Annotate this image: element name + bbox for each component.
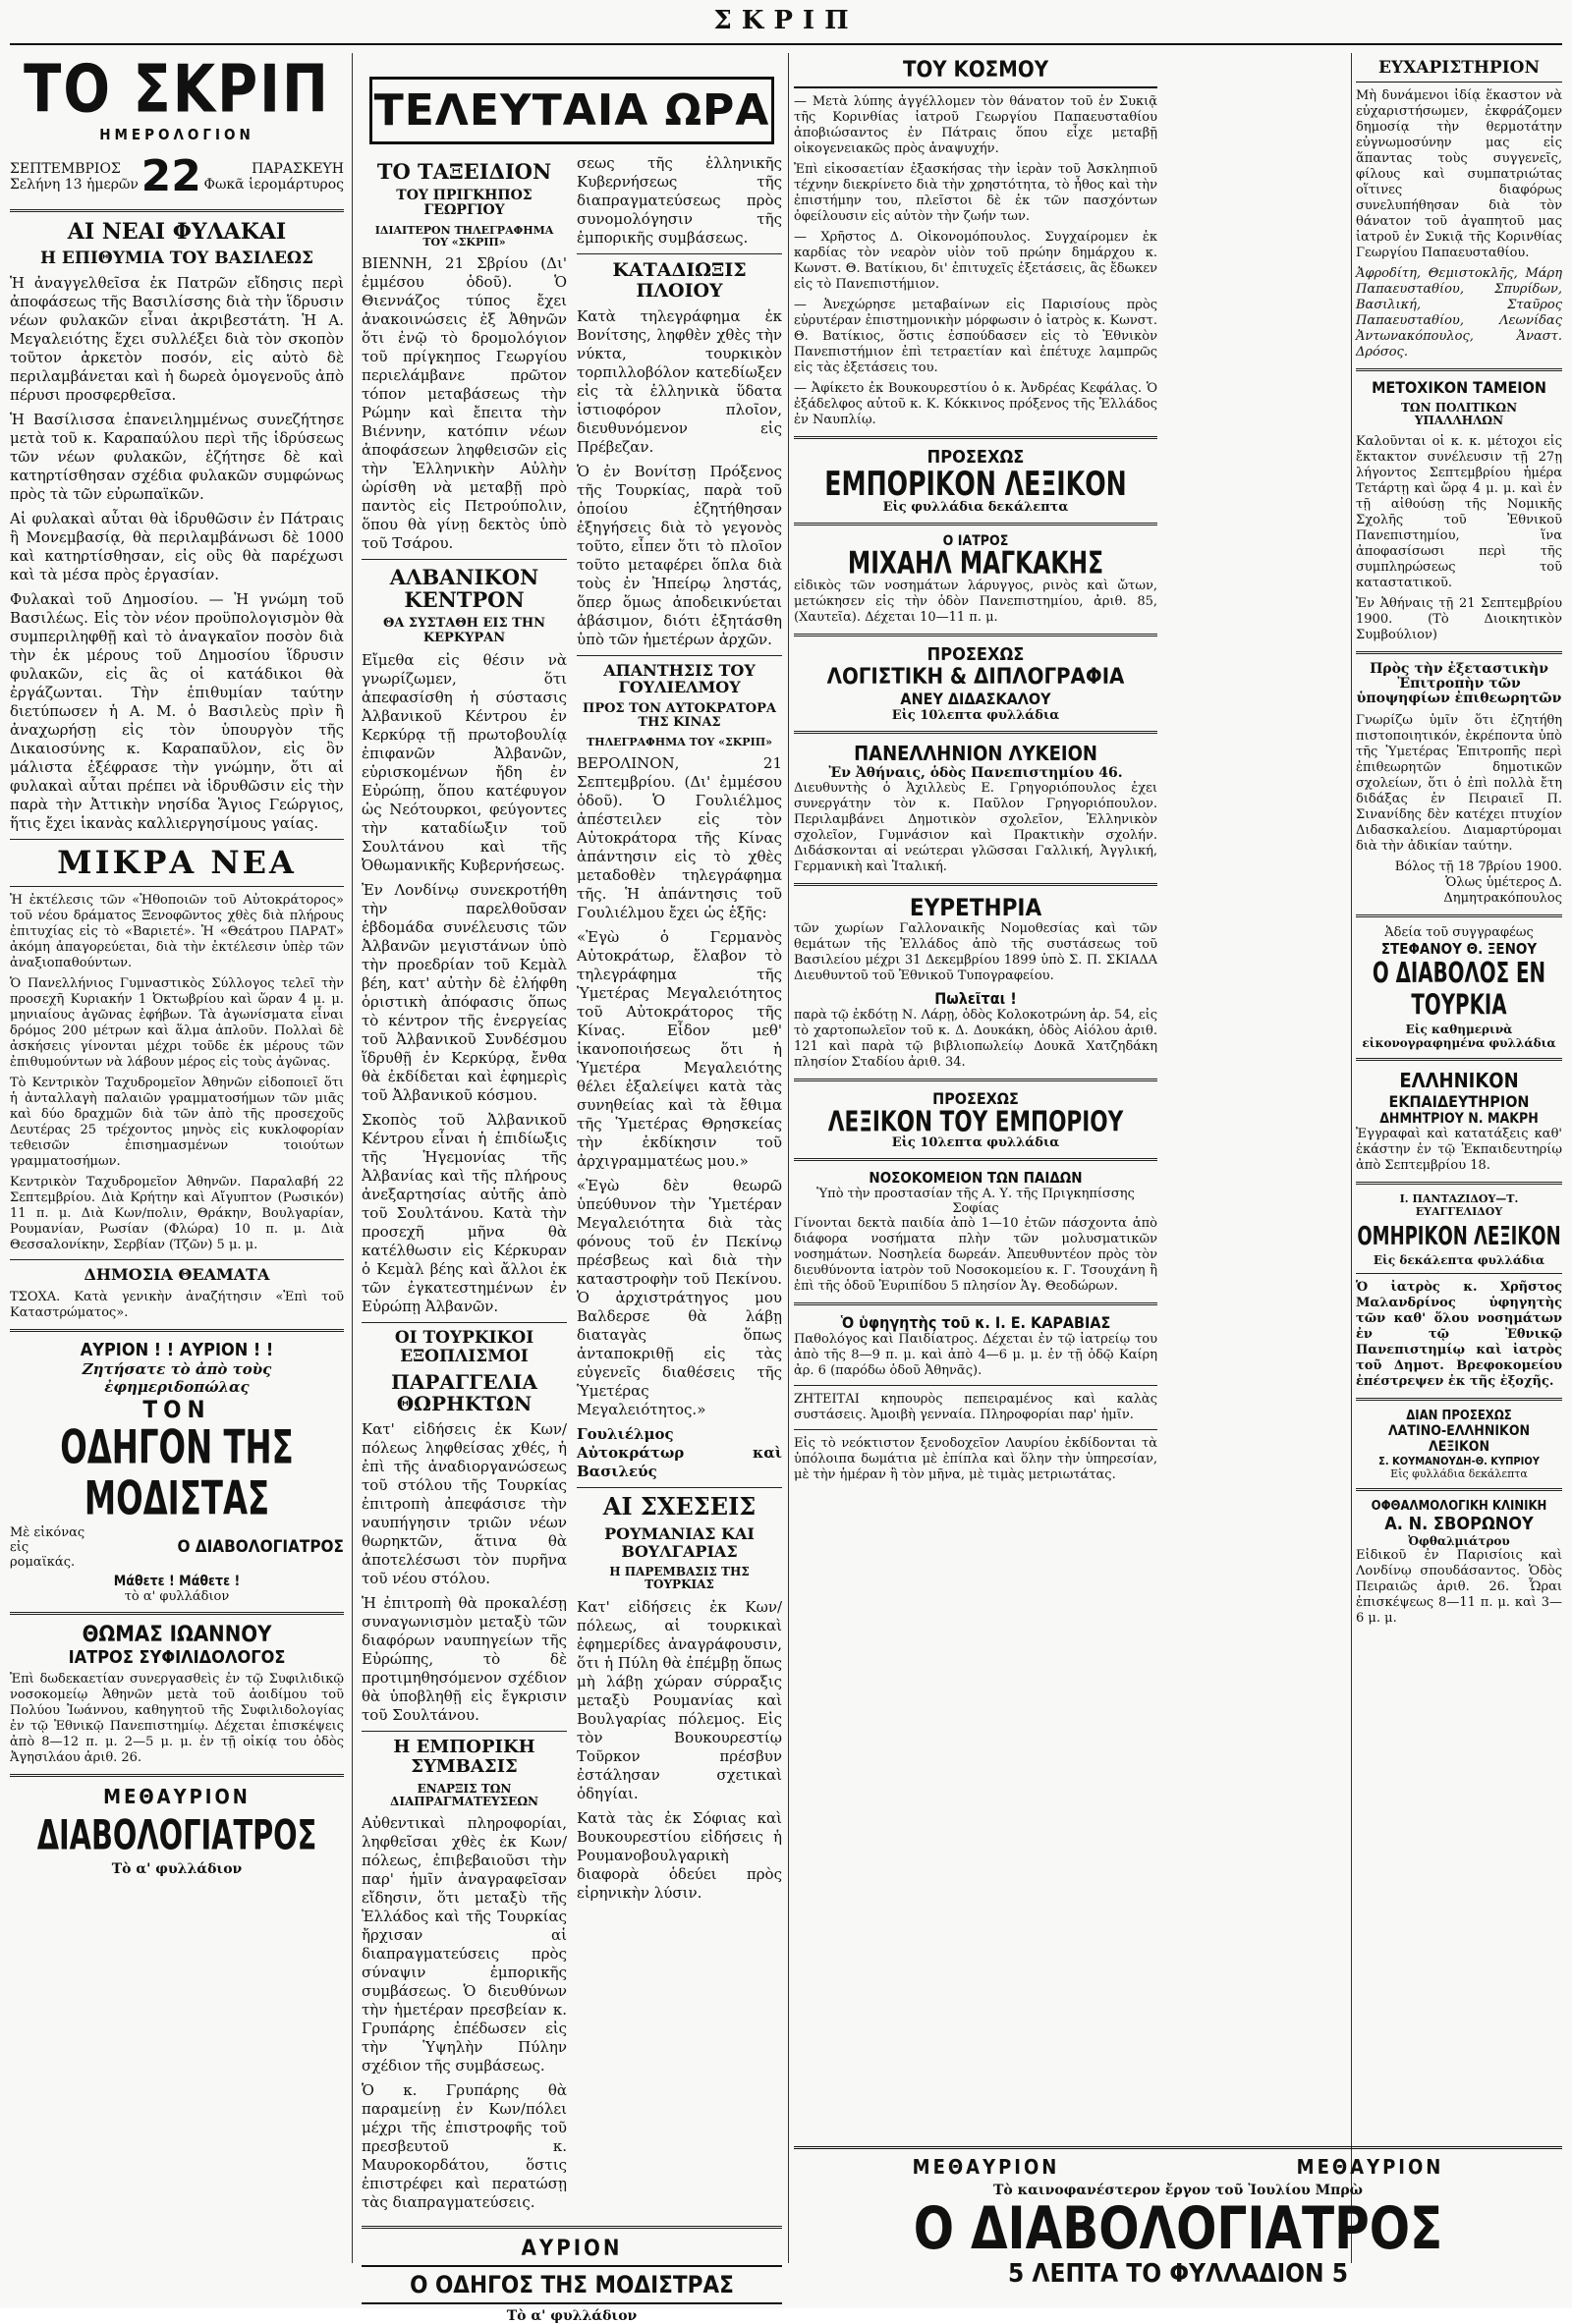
advertisement — [1356, 925, 1562, 1050]
ad-headline: ΟΜΗΡΙΚΟΝ ΛΕΞΙΚΟΝ — [1357, 1220, 1561, 1251]
ad-text: παρὰ τῷ ἐκδότῃ Ν. Λάρῃ, ὁδὸς Κολοκοτρώνη ἀρ. 54, εἰς τὸ χαρτοπωλεῖον τοῦ κ. Δ. Δουκάκη, ὁδὸς Αἰόλου ἀριθ. 121 καὶ παρὰ τῷ βιβλιοπωλείῳ Δουκᾶ Χατζηδάκη πλησίον Σταδίου ἀριθ. 34. — [794, 1008, 1157, 1071]
ad-headline: ΠΑΝΕΛΛΗΝΙΟΝ ΛΥΚΕΙΟΝ — [854, 742, 1097, 766]
ad-line: ΠΡΟΣΕΧΩΣ — [932, 1089, 1019, 1109]
article-title: ΚΑΤΑΔΙΩΞΙΣ ΠΛΟΙΟΥ — [612, 259, 747, 302]
divider — [794, 436, 1157, 439]
advertisement — [1356, 1069, 1562, 1174]
ad-line: Ὑπὸ τὴν προστασίαν τῆς Α. Υ. τῆς Πριγκηπίσσης Σοφίας — [816, 1187, 1135, 1217]
almanac-label: ΗΜΕΡΟΛΟΓΙΟΝ — [99, 126, 254, 143]
ad-line: Τὸ καινοφανέστερον ἔργον τοῦ Ἰουλίου Μπρὼ — [993, 2183, 1363, 2198]
section-title: ΤΟΥ ΚΟΣΜΟΥ — [794, 59, 1157, 88]
ad-headline: ΕΥΡΕΤΗΡΙΑ — [909, 894, 1042, 922]
ad-line: Ι. ΠΑΝΤΑΖΙΔΟΥ—Τ. ΕΥΑΓΓΕΛΙΔΟΥ — [1399, 1191, 1519, 1218]
divider — [1356, 1182, 1562, 1185]
article-paragraph: Ἡ ἐπιτροπὴ θὰ προκαλέσῃ συναγωνισμὸν μεταξὺ τῶν διαφόρων ναυπηγείων τῆς Εὐρώπης, τὸ δὲ προτιμηθησόμενον σχέδιον θὰ ὑποβληθῇ εἰς ἔγκρισιν τοῦ Σουλτάνου. — [362, 1594, 567, 1725]
ad-line: Εἰς 10λεπτα φυλλάδια — [891, 708, 1060, 724]
ad-text: Γίνονται δεκτὰ παιδία ἀπὸ 1—10 ἐτῶν πάσχοντα ἀπὸ διάφορα νοσήματα πλὴν τῶν μολυσματικῶν νοσημάτων. Νοσηλεία δωρεάν. Ἀπευθυντέον πρὸς τὸν διευθύνοντα ἰατρὸν τοῦ Νοσοκομείου κ. Γ. Τσουχάνη ἢ ἐπὶ τῆς ὁδοῦ Ἐυριπίδου 5 πλησίον Ἁγ. Θεοδώρων. — [794, 1216, 1157, 1295]
article-subtitle: ΙΔΙΑΙΤΕΡΟΝ ΤΗΛΕΓΡΑΦΗΜΑ ΤΟΥ «ΣΚΡΙΠ» — [374, 223, 554, 249]
column-2 — [362, 53, 782, 2324]
article-subtitle: ΠΑΡΑΓΓΕΛΙΑ ΘΩΡΗΚΤΩΝ — [391, 1370, 537, 1416]
advertisement — [10, 1623, 344, 1766]
article-paragraph: «Ἐγὼ ὁ Γερμανὸς Αὐτοκράτωρ, ἔλαβον τὸ τηλεγράφημα τῆς Ὑμετέρας Μεγαλειότητος τοῦ Αὐτοκράτορος τῆς Κίνας. Εἶδον μεθ' ἱκανοποιήσεως ὅτι ἡ Ὑμετέρα Μεγαλειότης θέλει ἐξαλείψει κατὰ τὰς συνηθείας καὶ τὰ ἔθιμα τῆς Ὑμετέρας Θρησκείας τὴν ἐκδίκησιν τοῦ ἀρχιγραμματέως μου.» — [577, 927, 782, 1170]
ad-headline: ΕΛΛΗΝΙΚΟΝ — [1399, 1068, 1519, 1092]
ad-line: ΜΕΘΑΥΡΙΟΝ — [1296, 2155, 1444, 2179]
article-paragraph: Κατὰ τηλεγράφημα ἐκ Βονίτσης, ληφθὲν χθὲς τὴν νύκτα, τουρκικὸν τορπιλλοβόλον κατεδίωξεν εἰς τὰ ἑλληνικὰ ὕδατα ἱστιοφόρον πλοῖον, διευθυνόμενον εἰς Πρέβεζαν. — [577, 306, 782, 456]
article-paragraph: Φυλακαὶ τοῦ Δημοσίου. — Ἡ γνώμη τοῦ Βασιλέως. Εἰς τὸν νέον προϋπολογισμὸν θὰ συμπεριληφθῇ καὶ τὸ ἀναγκαῖον ποσὸν διὰ τὴν ἐκ μέρους τοῦ Δημοσίου ἵδρυσιν φυλακῶν, εἰς ἃς οἱ κατάδικοι θὰ ἐργάζωνται. Τὴν ἐπιθυμίαν ταύτην διετύπωσεν ἡ Α. Μ. ὁ Βασιλεὺς πρὶν ἢ ἀναχωρήσῃ εἰς τὸν ὑπουργὸν τῆς Δικαιοσύνης κ. Καραπαῦλον, εἰς ὃν μάλιστα ἐξέφρασε τὴν γνώμην, ὅτι αἱ φυλακαὶ αὗται πρέπει νὰ ἱδρυθῶσιν εἰς τὴν παρὰ τὴν Ἀττικὴν νησίδα Ἅγιος Γεώργιος, ἥτις ἔχει ἱκανὰς καλλιεργησίμους γαίας. — [10, 589, 344, 832]
article-paragraph: Αἱ φυλακαὶ αὗται θὰ ἱδρυθῶσιν ἐν Πάτραις ἢ Μονεμβασίᾳ, θὰ περιλαμβάνωσι δὲ 1000 καὶ κατηρτίσθησαν, εἰς οὓς θὰ παρέχωσι καὶ τὰ μέσα πρὸς ἐργασίαν. — [10, 509, 344, 583]
ad-text: τῶν χωρίων Γαλλοναικῆς Νομοθεσίας καὶ τῶν θεμάτων τῆς Ἑλλάδος ἀπὸ τῆς συστάσεως τοῦ Βασιλείου μέχρι 31 Δεκεμβρίου 1899 ὑπὸ Σ. Π. ΣΚΙΑΔΑ Διευθυντοῦ τοῦ Ἐθνικοῦ Τυπογραφείου. — [794, 921, 1157, 984]
article-subtitle: ΤΟΥ ΠΡΙΓΚΗΠΟΣ ΓΕΩΡΓΙΟΥ — [396, 188, 533, 219]
classified-ad: ΖΗΤΕΙΤΑΙ κηπουρὸς πεπειραμένος καὶ καλὰς συστάσεις. Ἁμοιβὴ γενναία. Πληροφορίαι παρ' ἡμῖν. — [794, 1392, 1157, 1423]
ad-headline: ΛΟΓΙΣΤΙΚΗ & ΔΙΠΛΟΓΡΑΦΙΑ — [826, 665, 1125, 691]
article-subtitle: ΤΗΛΕΓΡΑΦΗΜΑ ΤΟΥ «ΣΚΡΙΠ» — [587, 735, 772, 748]
article-title: ΟΙ ΤΟΥΡΚΙΚΟΙ ΕΞΟΠΛΙΣΜΟΙ — [394, 1327, 534, 1366]
notice-signature: Ἀφροδίτη, Θεμιστοκλῆς, Μάρη Παπαευσταθίου, Σπυρίδων, Βασιλική, Σταῦρος Παπαευσταθίου, Λεωνίδας Ἀντωνακόπουλος, Ἀναστ. Δρόσος. — [1356, 265, 1562, 360]
divider — [1356, 914, 1562, 917]
advertisement — [362, 2237, 782, 2324]
ad-line: ΕΚΠΑΙΔΕΥΤΗΡΙΟΝ — [1388, 1091, 1530, 1111]
ad-line: ΑΥΡΙΟΝ ! ! ΑΥΡΙΟΝ ! ! — [80, 1339, 274, 1360]
ad-headline: ΕΜΠΟΡΙΚΟΝ ΛΕΞΙΚΟΝ — [824, 464, 1127, 504]
ad-line: Ο ΙΑΤΡΟΣ — [942, 533, 1009, 550]
classified-ad: Εἰς τὸ νεόκτιστον ξενοδοχεῖον Λαυρίου ἐκδίδονται τὰ ὑπόλοιπα δωμάτια μὲ ἐπίπλα καὶ ὅλην τὴν ὑπηρεσίαν, μὲ τὴν ἡμέραν ἢ τὸν μῆνα, μὲ τιμὰς μετριωτάτας. — [794, 1436, 1157, 1483]
notice-paragraph: Γνωρίζω ὑμῖν ὅτι ἐζητήθη πιστοποιητικόν, ἐκρέποντα ὑπὸ τῆς Ὑμετέρας Ἐπιτροπῆς περὶ ἐπιθεωρητῶν δημοτικῶν σχολείων, ὅτι ὁ ἐπὶ πολλὰ ἔτη διδάξας ἐν Πειραιεῖ Π. Σινανίδης δὲν κατέχει πτυχίον Διδασκαλείου. Διαμαρτύρομαι διὰ τὴν ἀδικίαν ταύτην. — [1356, 712, 1562, 854]
section-title: ΔΗΜΟΣΙΑ ΘΕΑΜΑΤΑ — [84, 1265, 270, 1285]
section-title: ΕΥΧΑΡΙΣΤΗΡΙΟΝ — [1356, 59, 1562, 83]
ad-line: Τὸ α' φυλλάδιον — [111, 1860, 243, 1877]
advertisement — [794, 1089, 1157, 1150]
ad-line: Μὲ εἰκόνας εἰς ρομαϊκάς. — [10, 1524, 85, 1570]
advertisement — [1356, 1192, 1562, 1267]
news-item: — Χρῆστος Δ. Οἰκονομόπουλος. Συγχαίρομεν ἐκ καρδίας τὸν νεαρὸν υἱὸν τοῦ πρώην δημάρχου κ. Κωνστ. Θ. Βατίκιου, δι' ἐπιτυχεῖς ἐξετάσεις, ἃς ἔδωκεν εἰς τὸ Πανεπιστήμιον. — [794, 230, 1157, 293]
article-paragraph: Κατ' εἰδήσεις ἐκ Κων/πόλεως, αἱ τουρκικαὶ ἐφημερίδες ἀναγράφουσιν, ὅτι ἡ Πύλη θὰ ἐπέμβῃ ὅπως μὴ λάβῃ χώραν σύρραξις μεταξὺ Ρουμανίας καὶ Βουλγαρίας πόλεμος. Εἰς τὸν Βουκουρεστίῳ Τοῦρκον πρέσβυν ἐστάλησαν σχετικαὶ ὁδηγίαι. — [577, 1597, 782, 1802]
ad-line: Μάθετε ! Μάθετε ! — [113, 1573, 241, 1589]
moon-phase: Σελήνη 13 ἡμερῶν — [10, 176, 139, 193]
ad-headline: Ο ΟΔΗΓΟΣ ΤΗΣ ΜΟΔΙΣΤΡΑΣ — [362, 2265, 782, 2304]
ad-headline: ΟΦΘΑΛΜΟΛΟΓΙΚΗ ΚΛΙΝΙΚΗ — [1371, 1498, 1547, 1514]
divider — [577, 1487, 782, 1488]
divider — [794, 731, 1157, 734]
divider — [577, 655, 782, 656]
ad-line: Ζητήσατε τὸ ἀπὸ τοὺς ἐφημεριδοπώλας — [82, 1359, 272, 1396]
article-title: Η ΕΜΠΟΡΙΚΗ ΣΥΜΒΑΣΙΣ — [393, 1737, 535, 1778]
article-paragraph: Κατ' εἰδήσεις ἐκ Κων/πόλεως ληφθείσας χθές, ἡ ἐπὶ τῆς ἀναδιοργανώσεως τοῦ στόλου τῆς Τουρκίας ἐπιτροπὴ ἀπεφάσισε τὴν ναυπήγησιν τριῶν νέων θωρηκτῶν, ἅτινα θὰ ἀποτελέσωσι τὸν πυρῆνα τοῦ νέου στόλου. — [362, 1420, 567, 1588]
ad-headline: ΛΑΤΙΝΟ-ΕΛΛΗΝΙΚΟΝ ΛΕΞΙΚΟΝ — [1387, 1422, 1531, 1455]
ad-headline: ΝΟΣΟΚΟΜΕΙΟΝ ΤΩΝ ΠΑΙΔΩΝ — [869, 1169, 1083, 1188]
article-paragraph: Ὁ ἐν Βονίτσῃ Πρόξενος τῆς Τουρκίας, παρὰ τοῦ ὁποίου ἐζητήθησαν ἐξηγήσεις διὰ τὸ γεγονὸς τοῦτο, εἶπεν ὅτι τὸ πλοῖον τοῦτο μεταφέρει ὅπλα διὰ τοὺς ἐν Ἠπείρῳ ληστάς, ὅπερ ὅμως ἀποδεικνύεται ἀβάσιμον, διότι ἐξητάσθη ὑπὸ τῶν ἡμετέρων ἀρχῶν. — [577, 462, 782, 648]
ad-line: ΤΟΝ — [142, 1395, 211, 1423]
ad-line: Ὀφθαλμιάτρου — [1408, 1533, 1510, 1548]
running-header: ΣΚΡΙΠ — [713, 6, 859, 35]
notice-paragraph: Ὁ ἰατρὸς κ. Χρῆστος Μαλανδρίνος ὑφηγητὴς τῶν καθ' ὅλου νοσημάτων ἐν τῷ Ἐθνικῷ Πανεπιστημίῳ καὶ ἰατρὸς τοῦ Δημοτ. Βρεφοκομείου ἐπέστρεψεν ἐκ τῆς ἐξοχῆς. — [1356, 1279, 1562, 1389]
divider — [1356, 1488, 1562, 1491]
divider — [1356, 1273, 1562, 1274]
divider — [10, 1259, 344, 1260]
ad-headline: ΛΕΞΙΚΟΝ ΤΟΥ ΕΜΠΟΡΙΟΥ — [827, 1105, 1124, 1138]
article-title: ΑΙ ΝΕΑΙ ΦΥΛΑΚΑΙ — [67, 219, 287, 245]
ad-line: Σ. ΚΟΥΜΑΝΟΥΔΗ-Θ. ΚΥΠΡΙΟΥ — [1378, 1454, 1540, 1467]
article-paragraph: Αὐθεντικαὶ πληροφορίαι, ληφθεῖσαι χθὲς ἐκ Κων/πόλεως, ἐπιβεβαιοῦσι τὴν παρ' ἡμῖν ἀναγραφεῖσαν εἴδησιν, ὅτι μεταξὺ τῆς Ἑλλάδος καὶ τῆς Τουρκίας ἤρχισαν αἱ διαπραγματεύσεις πρὸς σύναψιν ἐμπορικῆς συμβάσεως. Ὁ διευθύνων τὴν ἡμετέραν πρεσβείαν κ. Γρυπάρης ἐπέδωσεν εἰς τὴν Ὑψηλὴν Πύλην σχέδιον τῆς συμβάσεως. — [362, 1814, 567, 2075]
ad-text: Εἰδικοῦ ἐν Παρισίοις καὶ Λονδίνῳ σπουδάσαντος. Ὁδὸς Πειραιῶς ἀριθ. 26. Ὧραι ἐπισκέψεως 8—11 π. μ. καὶ 3—6 μ. μ. — [1356, 1547, 1562, 1626]
article-title: ΑΛΒΑΝΙΚΟΝ ΚΕΝΤΡΟΝ — [389, 565, 539, 613]
article-paragraph: «Ἐγὼ δὲν θεωρῶ ὑπεύθυνον τὴν Ὑμετέραν Μεγαλειότητα διὰ τὰς φόνους τοῦ ἐν Πεκίνῳ πρέσβεως καὶ διὰ τὴν καταστροφὴν τοῦ Πεκίνου. Ὁ ἀρχιστράτηγος μου Βαλδερσε θὰ λάβῃ διαταγὰς ὅπως ἀνταποκριθῇ εἰς τὰς εὐγενεῖς διαθέσεις τῆς Ὑμετέρας Μεγαλειότητος.» — [577, 1176, 782, 1418]
ad-headline: ΘΩΜΑΣ ΙΩΑΝΝΟΥ — [82, 1622, 272, 1647]
ad-line: Ἐν Ἀθήναις, ὁδὸς Πανεπιστημίου 46. — [828, 765, 1123, 782]
ad-text: Ἐπὶ δωδεκαετίαν συνεργασθεὶς ἐν τῷ Συφιλιδικῷ νοσοκομείῳ Ἀθηνῶν μετὰ τοῦ ἀοιδίμου τοῦ Πολύου Ἰωάννου, καθηγητοῦ τῆς Συφιλιδολογίας ἐν τῷ Ἐθνικῷ Πανεπιστημίῳ. Δέχεται ἐπισκέψεις ἀπὸ 8—12 π. μ. 2—5 μ. μ. ἐν τῇ οἰκίᾳ του ὁδὸς Ἀγησιλάου ἀριθ. 26. — [10, 1671, 344, 1765]
article-subtitle: Η ΠΑΡΕΜΒΑΣΙΣ ΤΗΣ ΤΟΥΡΚΙΑΣ — [609, 1565, 750, 1592]
ad-line: τὸ α' φυλλάδιον — [124, 1588, 230, 1604]
ad-headline: Ο ΔΙΑΒΟΛΟΣ ΕΝ ΤΟΥΡΚΙΑ — [1372, 958, 1546, 1023]
article-subtitle: Η ΕΠΙΘΥΜΙΑ ΤΟΥ ΒΑΣΙΛΕΩΣ — [39, 249, 314, 269]
divider — [1356, 368, 1562, 371]
divider — [362, 2226, 782, 2229]
ad-line: ΣΤΕΦΑΝΟΥ Θ. ΞΕΝΟΥ — [1380, 939, 1538, 958]
ad-line: 5 ΛΕΠΤΑ ΤΟ ΦΥΛΛΑΔΙΟΝ 5 — [1007, 2259, 1349, 2289]
ad-text: Διευθυντὴς ὁ Ἀχιλλεὺς Ε. Γρηγοριόπουλος ἐχει συνεργάτην τὸν κ. Παῦλον Γρηγοριόπουλον. Περιλαμβάνει Δημοτικὸν σχολεῖον, Ἑλληνικὸν σχολεῖον, Γυμνάσιον καὶ Πρακτικὴν σχολήν. Διδάσκονται αἱ νεώτεραι γλῶσσαι Γαλλική, Ἀγγλική, Γερμανικὴ καὶ Ἰταλική. — [794, 781, 1157, 875]
ad-text: Ἐγγραφαὶ καὶ κατατάξεις καθ' ἑκάστην ἐν τῷ Ἐκπαιδευτηρίῳ ἀπὸ Σεπτεμβρίου 18. — [1356, 1126, 1562, 1173]
ad-line: Α. Ν. ΣΒΟΡΩΝΟΥ — [1384, 1513, 1534, 1534]
advertisement — [10, 1785, 344, 1877]
ad-line: ΠΡΟΣΕΧΩΣ — [926, 644, 1025, 666]
ad-line: Ἀδεία τοῦ συγγραφέως — [1384, 924, 1534, 940]
ad-headline: ΜΙΧΑΗΛ ΜΑΓΚΑΚΗΣ — [847, 546, 1104, 582]
divider — [1356, 1398, 1562, 1401]
divider — [10, 1774, 344, 1777]
article-subtitle: ΡΟΥΜΑΝΙΑΣ ΚΑΙ ΒΟΥΛΓΑΡΙΑΣ — [604, 1524, 755, 1561]
latest-news-banner: ΤΕΛΕΥΤΑΙΑ ΩΡΑ — [369, 77, 774, 144]
ad-line: Εἰς φυλλάδια δεκάλεπτα — [882, 500, 1069, 516]
article-paragraph: Ἡ ἀναγγελθεῖσα ἐκ Πατρῶν εἴδησις περὶ ἀποφάσεως τῆς Βασιλίσσης διὰ τὴν ἵδρυσιν νέων φυλακῶν εἶναι ἀκριβεστάτη. Ἡ Α. Μεγαλειότης ἔχει συλλέξει διὰ τὸν σκοπὸν τοῦτον ἀρκετὸν ποσόν, εἰς αὐτὸ δὲ περιλαμβάνεται καὶ ἡ δωρεὰ ὁμογενοῦς ἀπὸ πέρυσι προσφερθεῖσα. — [10, 273, 344, 404]
ad-headline: ΟΔΗΓΟΝ ΤΗΣ ΜΟΔΙΣΤΑΣ — [60, 1421, 294, 1525]
ad-line: Εἰς 10λεπτα φυλλάδια — [891, 1135, 1060, 1151]
column-5 — [1164, 53, 1562, 1632]
ad-line: ΔΙΑΝ ΠΡΟΣΕΧΩΣ — [1406, 1408, 1512, 1423]
divider — [1356, 651, 1562, 654]
advertisement — [794, 1169, 1157, 1295]
article-paragraph: Ὁ κ. Γρυπάρης θὰ παραμείνῃ ἐν Κων/πόλει μέχρι τῆς ἐπιστροφῆς τοῦ πρεσβευτοῦ κ. Μαυροκορδάτου, ὅστις ἐπιστρέφει καὶ περατώσῃ τὰς διαπραγματεύσεις. — [362, 2081, 567, 2212]
article-paragraph: Σκοπὸς τοῦ Ἀλβανικοῦ Κέντρου εἶναι ἡ ἐπιδίωξις τῆς Ἡγεμονίας τῆς Ἀλβανίας καὶ τῆς πλήρους ἀνεξαρτησίας αὐτῆς ἀπὸ τοῦ Σουλτάνου. Κατὰ τὴν προσεχῆ μῆνα θὰ κατέλθωσιν εἰς Κέρκυραν ὁ Κεμὰλ βέης καὶ ἄλλοι ἐκ τῶν ἐγκατεστημένων ἐν Εὐρώπῃ Ἀλβανῶν. — [362, 1110, 567, 1315]
article-subtitle: ΕΝΑΡΞΙΣ ΤΩΝ ΔΙΑΠΡΑΓΜΑΤΕΥΣΕΩΝ — [390, 1781, 538, 1808]
news-item: — Μετὰ λύπης ἀγγέλλομεν τὸν θάνατον τοῦ ἐν Συκιᾷ τῆς Κορινθίας ἰατροῦ Γεωργίου Παπαευσταθίου ἀποβιώσαντος ἐν Πάτραις ὅπου εἶχε μεταβῇ οἰκογενειακῶς πρὸς ἀναψυχήν. — [794, 94, 1157, 157]
ad-line: Εἰς καθημερινὰ εἰκονογραφημένα φυλλάδια — [1362, 1022, 1556, 1050]
article-title: ΤΟ ΤΑΞΕΙΔΙΟΝ — [376, 159, 552, 184]
advertisement — [794, 447, 1157, 515]
article-subtitle: ΘΑ ΣΥΣΤΑΘΗ ΕΙΣ ΤΗΝ ΚΕΡΚΥΡΑΝ — [382, 616, 546, 645]
section-title: Πρὸς τὴν ἐξεταστικὴν Ἐπιτροπὴν τῶν ὑποψηφίων ἐπιθεωρητῶν — [1356, 660, 1562, 707]
advertisement — [794, 1313, 1157, 1379]
divider — [794, 1079, 1157, 1081]
divider — [10, 209, 344, 212]
divider — [794, 1158, 1157, 1161]
advertisement — [794, 894, 1157, 1071]
news-item: Τὸ Κεντρικὸν Ταχυδρομεῖον Ἀθηνῶν εἰδοποιεῖ ὅτι ἡ ἀνταλλαγὴ παλαιῶν γραμματοσήμων τῶν μιᾶς καὶ δύο δραχμῶν διὰ τῶν ἀπὸ τῆς προσεχοῦς Δευτέρας 25 τρέχοντος μηνὸς εἰς κυκλοφορίαν τεθεισῶν ἐπισημασμένων τοιούτων γραμματοσήμων. — [10, 1076, 344, 1170]
advertisement — [1356, 1409, 1562, 1480]
article-paragraph: σεως τῆς ἑλληνικῆς Κυβερνήσεως τῆς διαπραγματεύσεως πρὸς συνομολόγησιν τῆς ἐμπορικῆς συμβάσεως. — [577, 154, 782, 247]
notice-signature: Ἐν Ἀθήναις τῇ 21 Σεπτεμβρίου 1900. (Τὸ Διοικητικὸν Συμβούλιον) — [1356, 595, 1562, 642]
ad-line: Πωλεῖται ! — [934, 989, 1017, 1009]
ad-line: Εἰς δεκάλεπτα φυλλάδια — [1373, 1252, 1545, 1267]
column-rule — [788, 53, 789, 2263]
article-signature: Γουλιέλμος Αὐτοκράτωρ καὶ Βασιλεύς — [577, 1424, 782, 1480]
notice-paragraph: Καλοῦνται οἱ κ. κ. μέτοχοι εἰς ἔκτακτον συνέλευσιν τῇ 27ῃ λήγοντος Σεπτεμβρίου ἡμέρα Τετάρτῃ καὶ ὥρᾳ 4 μ. μ. καὶ ἐν τῇ αἰθούσῃ τῆς Νομικῆς Σχολῆς τοῦ Ἐθνικοῦ Πανεπιστημίου, ἵνα ἀποφασίσωσι περὶ τῆς συμπληρώσεως τοῦ καταστατικοῦ. — [1356, 433, 1562, 590]
divider — [794, 1429, 1157, 1430]
advertisement — [794, 742, 1157, 875]
advertisement — [794, 644, 1157, 723]
article-paragraph: Ἐν Λονδίνῳ συνεκροτήθη τὴν παρελθοῦσαν ἑβδομάδα συνέλευσις τῶν Ἀλβανῶν μεγιστάνων ὑπὸ τὴν προεδρίαν τοῦ Κεμὰλ βέη, κατ' αὐτὴν δὲ ἐλήφθη ὁριστικὴ ἀπόφασις ὅπως τὸ κέντρον τῆς ἐνεργείας τοῦ Ἀλβανικοῦ Συνδέσμου ἵδρυθῇ ἐν Κερκύρᾳ, ἔνθα θὰ ἐκδίδεται καὶ ἐφημερὶς τοῦ Ἀλβανικοῦ κόσμου. — [362, 880, 567, 1104]
ad-line: Ο ΔΙΑΒΟΛΟΓΙΑΤΡΟΣ — [177, 1537, 344, 1558]
article-paragraph: ΒΙΕΝΝΗ, 21 Σβρίου (Δι' ἐμμέσου ὁδοῦ). Ὁ Θιεννάζος τύπος ἔχει ἀνακοινώσεις ἐξ Ἀθηνῶν ὅτι ἐνῷ τὸ δρομολόγιον τοῦ πρίγκηπος Γεωργίου περιελάμβανε πρῶτον τόπον μεταβάσεως τὴν Ρώμην καὶ ἔπειτα τὴν Βιέννην, κατόπιν νέων ἀποφάσεων ληφθεισῶν εἰς τὴν Ἑλληνικὴν Αὐλὴν ὡρίσθη νὰ μεταβῇ πρὸ παντὸς εἰς Πετρούπολιν, ὅπου θὰ γίνῃ δεκτὸς ὑπὸ τοῦ Τσάρου. — [362, 254, 567, 553]
bottom-advertisement — [794, 2146, 1562, 2289]
news-item: — Ἀνεχώρησε μεταβαίνων εἰς Παρισίους πρὸς εὐρυτέραν ἐπιστημονικὴν μόρφωσιν ὁ ἰατρὸς κ. Κωνστ. Θ. Βατίκιος, ὅστις ἐσπούδασεν εἰς τὸ Ἐθνικὸν Πανεπιστήμιον ἐπὶ τετραετίαν καὶ ἐπέτυχε λαμπρῶς εἰς τὰς ἐξετάσεις του. — [794, 298, 1157, 376]
divider — [794, 883, 1157, 886]
news-item: Κεντρικὸν Ταχυδρομεῖον Ἀθηνῶν. Παραλαβή 22 Σεπτεμβρίου. Διὰ Κρήτην καὶ Αἴγυπτον (Ρωσικόν) 11 π. μ. Διὰ Κων/πολιν, Θράκην, Βουλγαρίαν, Ρουμανίαν, Ρωσίαν (Φλώρα) 10 π. μ. Διὰ Θεσσαλονίκην, Σερβίαν (Τζῶν) 5 μ. μ. — [10, 1175, 344, 1253]
masthead: ΤΟ ΣΚΡΙΠ — [24, 53, 330, 129]
ad-line: ΠΡΟΣΕΧΩΣ — [926, 447, 1025, 469]
subcolumn-society — [794, 53, 1157, 1488]
header-rule — [10, 43, 1562, 45]
news-item: — Ἀφίκετο ἐκ Βουκουρεστίου ὁ κ. Ἀνδρέας Κεφάλας. Ὁ ἐξάδελφος αὐτοῦ κ. Κ. Κόκκινος πρόξενος τῆς Ἑλλάδος ἐν Ναυπλίῳ. — [794, 381, 1157, 428]
divider — [10, 886, 344, 887]
news-item: Ἡ ἐκτέλεσις τῶν «Ἠθοποιῶν τοῦ Αὐτοκράτορος» τοῦ νέου δράματος Ξενοφῶντος χθὲς διὰ πλήρους ἐπιτυχίας εἰς τὸ «Βαριετέ». Ἡ «Θεάτρου ΠΑΡΑΤ» ἀκόμη ἀπαγορεύεται, διὰ τὴν ἐκτέλεσιν ὑπὲρ τῶν ἀναξιοπαθούντων. — [10, 893, 344, 971]
ad-line: ΑΝΕΥ ΔΙΔΑΣΚΑΛΟΥ — [900, 690, 1051, 709]
advertisement — [794, 533, 1157, 626]
divider — [10, 1612, 344, 1615]
divider — [1356, 1058, 1562, 1061]
section-title: ΜΙΚΡΑ ΝΕΑ — [57, 843, 297, 881]
article-title: ΑΠΑΝΤΗΣΙΣ ΤΟΥ ΓΟΥΛΙΕΛΜΟΥ — [603, 660, 756, 697]
ad-headline: Ὁ ὑφηγητὴς τοῦ κ. Ι. Ε. ΚΑΡΑΒΙΑΣ — [840, 1313, 1111, 1333]
divider — [794, 634, 1157, 636]
date-weekday: ΠΑΡΑΣΚΕΥΗ — [252, 160, 344, 177]
saint-of-day: Φωκᾶ ἱερομάρτυρος — [203, 176, 344, 193]
divider — [10, 1329, 344, 1332]
advertisement — [10, 1340, 344, 1604]
notice-paragraph: Μὴ δυνάμενοι ἰδίᾳ ἕκαστον νὰ εὐχαριστήσωμεν, ἐκφράζομεν δημοσίᾳ τὴν θερμοτάτην εὐγνωμοσύνην μας εἰς ἅπαντας τοὺς συγγενεῖς, φίλους καὶ συμπατριώτας οἵτινες διαφόρως συνελυπήθησαν διὰ τὸν θάνατον τοῦ ἀγαπητοῦ μας ἰατροῦ ἐν Συκιᾷ τῆς Κορινθίας Γεωργίου Παπαευσταθίου. — [1356, 87, 1562, 260]
news-item: ΤΣΟΧΑ. Κατὰ γενικὴν ἀναζήτησιν «Ἐπὶ τοῦ Καταστρώματος». — [10, 1289, 344, 1320]
ad-text: Παθολόγος καὶ Παιδίατρος. Δέχεται ἐν τῷ ἰατρείῳ του ἀπὸ τῆς 8—9 π. μ. καὶ ἀπὸ 4—6 μ. μ. ἐν τῇ ὁδῷ Καίρη ἀρ. 6 (παρόδω ὁδοῦ Ἀθηνᾶς). — [794, 1332, 1157, 1379]
ad-headline: ΔΙΑΒΟΛΟΓΙΑΤΡΟΣ — [36, 1809, 317, 1859]
article-title: ΑΙ ΣΧΕΣΕΙΣ — [602, 1491, 757, 1521]
date-day: 22 — [140, 151, 201, 201]
subcolumn-left — [362, 154, 567, 2218]
notice-signature: Βόλος τῇ 18 7βρίου 1900. Ὁλως ὑμέτερος Δ. Δημητρακόπουλος — [1394, 858, 1562, 906]
article-subtitle: ΠΡΟΣ ΤΟΝ ΑΥΤΟΚΡΑΤΟΡΑ ΤΗΣ ΚΙΝΑΣ — [583, 700, 776, 731]
ad-line: ΜΕΘΑΥΡΙΟΝ — [912, 2155, 1060, 2179]
ad-line: ΙΑΤΡΟΣ ΣΥΦΙΛΙΔΟΛΟΓΟΣ — [68, 1646, 286, 1668]
ad-text: εἰδικὸς τῶν νοσημάτων λάρυγγος, ρινὸς καὶ ὤτων, μετώκησεν εἰς τὴν ὁδὸν Πανεπιστημίου, ἀριθ. 85, (Χαυτεῖα). Δέχεται 10—11 π. μ. — [794, 579, 1157, 626]
divider — [362, 559, 567, 560]
divider — [794, 523, 1157, 526]
news-item: Ὁ Πανελλήνιος Γυμναστικὸς Σύλλογος τελεῖ τὴν προσεχῆ Κυριακήν 1 Ὀκτωβρίου καὶ ὥραν 4 μ. μ. μηνιαίους ἀγῶνας ἐφήβων. Τὰ ἀγωνίσματα εἶναι δρόμος 200 μέτρων καὶ ἅλμα ἀπλοῦν. Πολλαὶ δὲ ἀσκήσεις γίνονται μέχρι τοῦδε ἐκ μέρους τῶν ἐπιθυμούντων νὰ λάβουν μέρος εἰς τοὺς ἀγῶνας. — [10, 976, 344, 1071]
column-rule — [352, 53, 353, 2263]
date-month: ΣΕΠΤΕΜΒΡΙΟΣ — [10, 160, 121, 177]
subcolumn-right — [577, 154, 782, 2218]
divider — [794, 1385, 1157, 1386]
advertisement — [1356, 1499, 1562, 1627]
ad-line: ΜΕΘΑΥΡΙΟΝ — [103, 1784, 251, 1808]
article-paragraph: Ἡ Βασίλισσα ἐπανειλημμένως συνεζήτησε μετὰ τοῦ κ. Καραπαύλου περὶ τῆς ἱδρύσεως τῶν νέων φυλακῶν, ἐζήτησε δὲ καὶ κατηρτίσθησαν σχέδια φυλακῶν συμφώνως πρὸς τὰ τῶν εὐρωπαϊκῶν. — [10, 410, 344, 503]
ad-line: ΑΥΡΙΟΝ — [521, 2237, 623, 2262]
ad-line: ΔΗΜΗΤΡΙΟΥ Ν. ΜΑΚΡΗ — [1379, 1110, 1539, 1127]
ad-line: Τὸ α' φυλλάδιον — [506, 2308, 638, 2324]
dateline — [10, 151, 344, 201]
divider — [362, 1731, 567, 1732]
divider — [10, 839, 344, 840]
column-1 — [10, 53, 344, 1877]
divider — [577, 253, 782, 254]
article-paragraph: ΒΕΡΟΛΙΝΟΝ, 21 Σεπτεμβρίου. (Δι' ἐμμέσου ὁδοῦ). Ὁ Γουλιέλμος ἀπέστειλεν εἰς τὸν Αὐτοκράτορα τῆς Κίνας ἀπάντησιν εἰς τὸ χθὲς μεταδοθὲν τηλεγράφημα τῆς. Ἡ ἀπάντησις τοῦ Γουλιέλμου ἔχει ὡς ἑξῆς: — [577, 753, 782, 921]
article-paragraph: Εἴμεθα εἰς θέσιν νὰ γνωρίζωμεν, ὅτι ἀπεφασίσθη ἡ σύστασις Ἀλβανικοῦ Κέντρου ἐν Κερκύρᾳ τῇ πρωτοβουλίᾳ ἐπιφανῶν Ἀλβανῶν, εὑρισκομένων ἤδη ἐν Εὐρώπῃ, ὅπου κατέφυγον ὡς Νεότουρκοι, φεύγοντες τὴν καταδίωξιν τοῦ Σουλτάνου καὶ τῆς Ὀθωμανικῆς Κυβερνήσεως. — [362, 650, 567, 874]
ad-headline: Ο ΔΙΑΒΟΛΟΓΙΑΤΡΟΣ — [913, 2193, 1443, 2263]
divider — [362, 1322, 567, 1323]
article-paragraph: Κατὰ τὰς ἐκ Σόφιας καὶ Βουκουρεστίου εἰδήσεις ἡ Ρουμανοβουλγαρικὴ διαφορὰ ὁδεύει πρὸς εἰρηνικὴν λύσιν. — [577, 1808, 782, 1902]
divider — [794, 1302, 1157, 1305]
section-title: ΜΕΤΟΧΙΚΟΝ ΤΑΜΕΙΟΝ — [1372, 377, 1546, 397]
section-subtitle: ΤΩΝ ΠΟΛΙΤΙΚΩΝ ΥΠΑΛΛΗΛΩΝ — [1400, 401, 1518, 428]
ad-line: Εἰς φυλλάδια δεκάλεπτα — [1390, 1466, 1528, 1480]
news-item: Ἐπὶ εἰκοσαετίαν ἐξασκήσας τὴν ἱερὰν τοῦ Ἀσκληπιοῦ τέχνην διεκρίνετο διὰ τὴν χρηστότητα, τὸ ἦθος καὶ τὴν ἐπιστήμην του, πλεῖστοι δὲ ἐκ τῶν πασχόντων ὀφείλουσιν εἰς αὐτὸν τὴν ζωήν των. — [794, 162, 1157, 225]
